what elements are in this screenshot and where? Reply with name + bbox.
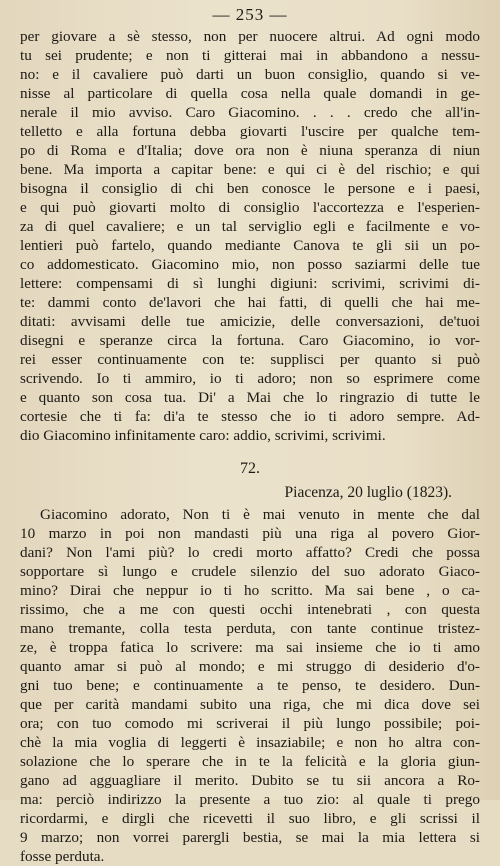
text-line: co addomesticato. Giacomino mio, non posso saziarmi delle tue <box>20 256 480 273</box>
text-line: gano ad agguagliare il merito. Dubito se tu sii ancora a Ro- <box>20 772 480 789</box>
text-line: telletto e alla fortuna debba giovarti l'uscire per qualche tem- <box>20 123 480 140</box>
text-line: bisogna il consiglio di chi ben conosce le persone e i paesi, <box>20 180 480 197</box>
text-line: bene. Ma importa a capitar bene: e qui ci è del rischio; e qui <box>20 161 480 178</box>
text-line: mano tremante, colla testa perduta, con tante continue tristez- <box>20 620 480 637</box>
text-line: 9 marzo; non vorrei parergli bestia, se mai la mia lettera si <box>20 829 480 846</box>
text-line: cortesie che ti fa: di'a te stesso che io ti adoro sempre. Ad- <box>20 408 480 425</box>
text-line: ricordarmi, e dirgli che ricevetti il suo libro, e gli scrissi il <box>20 810 480 827</box>
text-line: e quanto son cosa tua. Di' a Mai che lo ringrazio di tutte le <box>20 389 480 406</box>
letter-71-body <box>20 27 480 445</box>
letter-number: 72. <box>240 460 260 477</box>
letter-dateline: Piacenza, 20 luglio (1823). <box>284 484 452 501</box>
text-line: chè la mia voglia di leggerti è insaziabile; e non ho altra con- <box>20 734 480 751</box>
text-line: Giacomino adorato, Non ti è mai venuto in mente che dal <box>40 506 480 523</box>
text-line: gni tuo bene; e continuamente a te penso, te desidero. Dun- <box>20 677 480 694</box>
text-line: lentieri può fartelo, quando mediante Canova te gli sii un po- <box>20 237 480 254</box>
page-number: — 253 — <box>212 5 288 24</box>
text-line: rissimo, che a me con questi occhi intenebrati , con questa <box>20 601 480 618</box>
text-line: rei esser continuamente con te: supplisci per quanto si può <box>20 351 480 368</box>
text-line: dani? Non l'ami più? lo credi morto affatto? Credi che possa <box>20 544 480 561</box>
text-line: e qui può giovarti molto di consiglio l'accortezza e l'esperien- <box>20 199 480 216</box>
text-line: nisse al particolare di quella cosa nella quale domandi in ge- <box>20 85 480 102</box>
text-line: fosse perduta. <box>20 848 105 865</box>
text-line: 10 marzo in poi non mandasti più una riga al povero Gior- <box>20 525 480 542</box>
text-line: disegni e speranze circa la fortuna. Caro Giacomino, io vor- <box>20 332 480 349</box>
text-line: sopportare sì lungo e crudele silenzio del suo adorato Giaco- <box>20 563 480 580</box>
letter-72-body <box>20 505 480 866</box>
text-line: lettere: compensami di sì lunghi digiuni: scrivimi, scrivimi di- <box>20 275 480 292</box>
text-line: nerale il mio avviso. Caro Giacomino. . . . credo che all'in- <box>20 104 480 121</box>
text-line: solazione che lo sperare che in te la felicità e la gloria giun- <box>20 753 480 770</box>
text-line: ze, è troppa fatica lo scrivere: ma sai insieme che io ti amo <box>20 639 480 656</box>
text-line: que per carità mandami subito una riga, che mi dica dove sei <box>20 696 480 713</box>
text-line: ditati: avvisami delle tue amicizie, delle conversazioni, de'tuoi <box>20 313 480 330</box>
text-line: ma: perciò indirizzo la presente a tuo zio: al quale ti prego <box>20 791 480 808</box>
text-line: te: dammi conto de'lavori che hai fatti, di quelli che hai me- <box>20 294 480 311</box>
text-line: mino? Dirai che neppur io ti ho scritto. Ma sai bene , o ca- <box>20 582 480 599</box>
section-spacer <box>20 445 480 455</box>
text-line: no: e il cavaliere può darti un buon consiglio, quando si ve- <box>20 66 480 83</box>
text-line: tu sei prudente; e non ti gitterai mai in abbandono a nessu- <box>20 47 480 64</box>
text-line: scrivendo. Io ti ammiro, io ti adoro; non so esprimere come <box>20 370 480 387</box>
text-line: dio Giacomino infinitamente caro: addio, scrivimi, scrivimi. <box>20 427 386 444</box>
text-line: per giovare a sè stesso, non per nuocere altrui. Ad ogni modo <box>20 28 480 45</box>
text-line: po di Roma e d'Italia; dove ora non è niuna speranza di niun <box>20 142 480 159</box>
text-line: za di quel cavaliere; e un tal serviglio egli e facilmente e vo- <box>20 218 480 235</box>
text-line: quanto amar si può al mondo; e mi struggo di desiderio d'o- <box>20 658 480 675</box>
text-line: ora; con tuo comodo mi scriverai il più lungo possibile; poi- <box>20 715 480 732</box>
